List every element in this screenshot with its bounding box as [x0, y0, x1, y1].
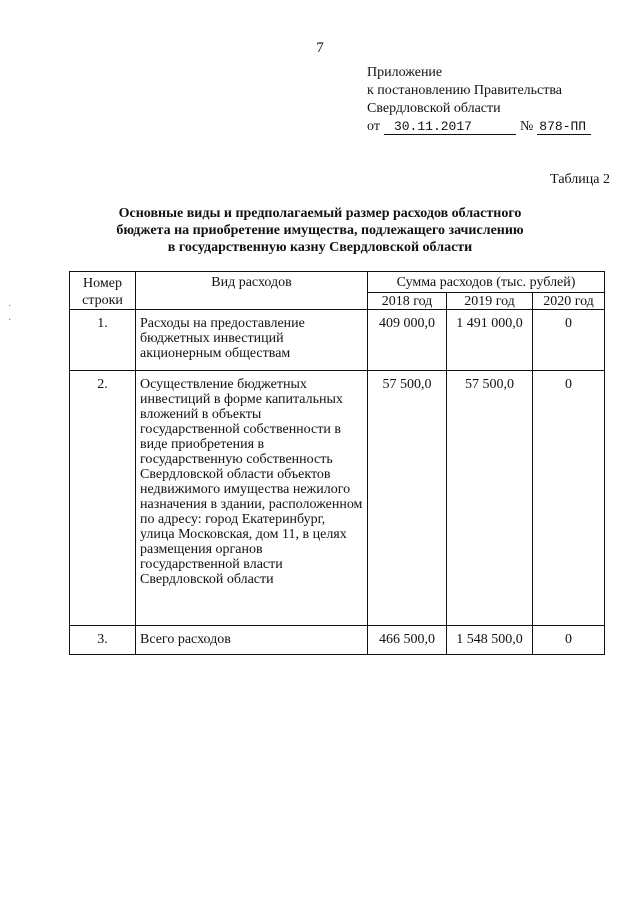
resolution-number: 878-ПП: [537, 119, 591, 135]
header-year-2018: 2018 год: [368, 292, 447, 309]
header-expense-sum: Сумма расходов (тыс. рублей): [368, 272, 605, 293]
table-row: [70, 626, 605, 655]
amount-2018: 409 000,0: [368, 310, 447, 371]
title-line-2: бюджета на приобретение имущества, подлежащего зачислению: [116, 223, 524, 238]
row-number: 2.: [70, 371, 136, 626]
number-label: №: [519, 119, 534, 134]
margin-mark: ·: [8, 315, 12, 326]
amount-2018: 466 500,0: [368, 626, 447, 655]
header-expense-kind: Вид расходов: [136, 272, 368, 310]
appendix-block: [367, 64, 591, 136]
table-label: Таблица 2: [550, 172, 610, 187]
table-row: [70, 371, 605, 626]
expenses-table: [69, 271, 605, 655]
amount-2019: 1 491 000,0: [447, 310, 533, 371]
expense-kind: Расходы на предоставление бюджетных инвестиций акционерным обществам: [136, 310, 368, 371]
header-row-number: Номер строки: [70, 272, 136, 310]
amount-2018: 57 500,0: [368, 371, 447, 626]
page-number: 7: [316, 40, 324, 56]
amount-2019: 57 500,0: [447, 371, 533, 626]
resolution-date: 30.11.2017: [384, 119, 516, 135]
row-number: 3.: [70, 626, 136, 655]
from-label: от: [367, 119, 380, 134]
title-line-3: в государственную казну Свердловской области: [167, 240, 473, 255]
row-number: 1.: [70, 310, 136, 371]
amount-2020: 0: [533, 371, 605, 626]
appendix-title: Приложение: [367, 65, 443, 80]
table-row: [70, 310, 605, 371]
header-year-2019: 2019 год: [447, 292, 533, 309]
appendix-date-number-row: [367, 118, 591, 136]
header-year-2020: 2020 год: [533, 292, 605, 309]
amount-2020: 0: [533, 626, 605, 655]
appendix-resolution: к постановлению Правительства: [367, 83, 563, 98]
title-line-1: Основные виды и предполагаемый размер расходов областного: [118, 206, 522, 221]
margin-mark: ·: [8, 301, 12, 312]
amount-2020: 0: [533, 310, 605, 371]
amount-2019: 1 548 500,0: [447, 626, 533, 655]
expense-kind: Осуществление бюджетных инвестиций в форме капитальных вложений в объекты государственной собственности в виде приобретения в государственную собственность Свердловской области объектов недвижимого имущества нежилого назначения в здании, расположенном по адресу: город Екатеринбург, улица Московская, дом 11, в целях размещения органов государственной власти Свердловской области: [136, 371, 368, 626]
expense-kind: Всего расходов: [136, 626, 368, 655]
appendix-region: Свердловской области: [367, 101, 501, 116]
document-title: [0, 205, 640, 256]
table-header-row: [70, 272, 605, 293]
margin-marks: [8, 300, 11, 328]
